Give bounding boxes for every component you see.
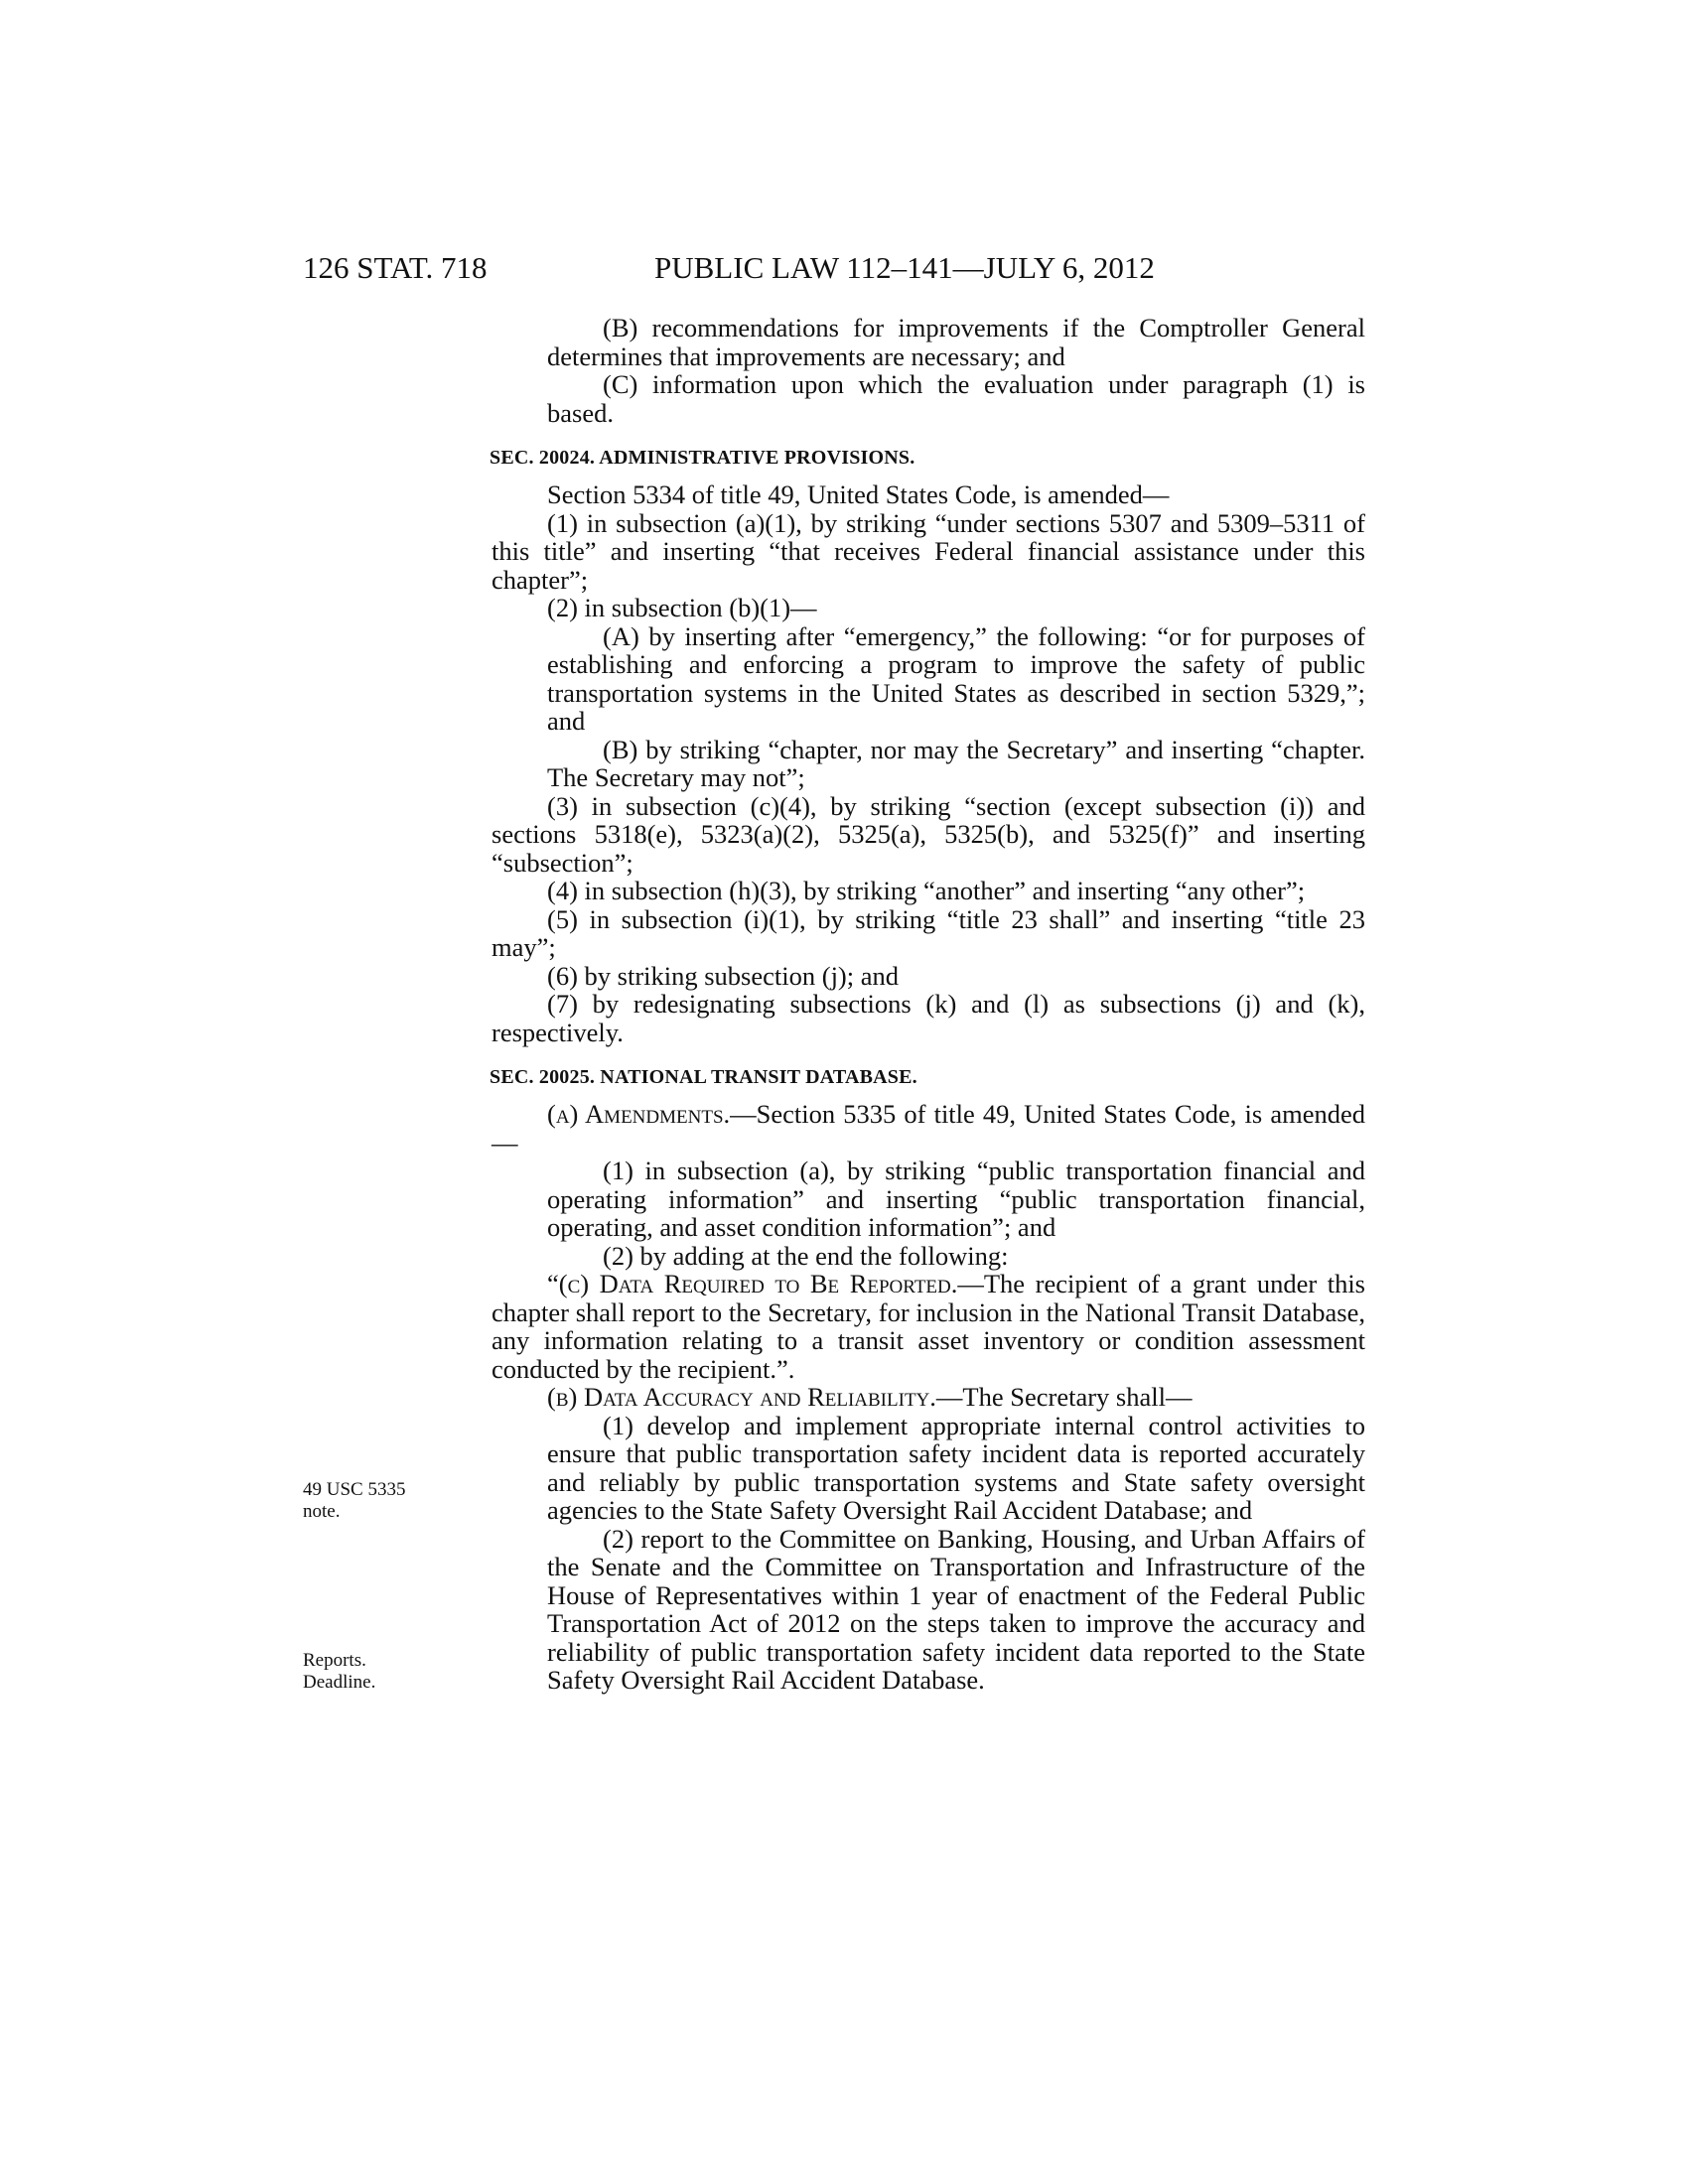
body-text [492,314,1365,1695]
margin-note-reports-deadline [303,1650,452,1694]
section-20024-intro: Section 5334 of title 49, United States Code, is amended— [547,479,1170,509]
section-20025-a-item-1: (1) in subsection (a), by striking “public transportation financial and operating information” and inserting “public transportation financial, operating, and asset condition information”; and [547,1156,1365,1242]
subsection-b-text: —The Secretary shall— [935,1382,1193,1412]
section-20025-subsection-b [492,1383,1365,1412]
law-title: PUBLIC LAW 112–141—JULY 6, 2012 [654,250,1155,285]
section-20024-item-7: (7) by redesignating subsections (k) and (l) as subsections (j) and (k), respectively. [492,989,1365,1047]
margin-note-usc [303,1479,452,1523]
margin-note-deadline: Deadline. [303,1672,376,1693]
section-20024-item-5: (5) in subsection (i)(1), by striking “title 23 shall” and inserting “title 23 may”; [492,903,1365,962]
stat-reference: 126 STAT. 718 [303,250,488,285]
section-20024-item-2a: (A) by inserting after “emergency,” the following: “or for purposes of establishing and enforcing a program to improve the safety of public transportation systems in the United States as described in section 5329,”; and [547,620,1365,736]
subsection-b-label: (b) Data Accuracy and Reliability. [547,1382,936,1412]
section-20024-heading: SEC. 20024. ADMINISTRATIVE PROVISIONS. [490,447,915,469]
section-20024-item-1: (1) in subsection (a)(1), by striking “under sections 5307 and 5309–5311 of this title” and inserting “that receives Federal financial assistance under this chapter”; [492,507,1365,595]
subsection-a-text: —Section 5335 of title 49, United States Code, is amended— [492,1099,1365,1158]
margin-note-reports: Reports. [303,1650,366,1671]
margin-note-usc-line-2: note. [303,1501,341,1522]
section-20024-item-4: (4) in subsection (h)(3), by striking “another” and inserting “any other”; [547,876,1306,905]
subsection-a-label: (a) Amendments. [547,1099,731,1129]
page-header [0,248,1688,288]
section-20024-item-2b: (B) by striking “chapter, nor may the Secretary” and inserting “chapter. The Secretary may not”; [547,734,1365,792]
subsection-c-label: “(c) Data Required to Be Reported. [547,1269,958,1298]
section-20024-item-3: (3) in subsection (c)(4), by striking “section (except subsection (i)) and sections 5318(e), 5323(a)(2), 5325(a), 5325(b), and 5325(f)” and inserting “subsection”; [492,790,1365,878]
paragraph-c-information: (C) information upon which the evaluation under paragraph (1) is based. [547,369,1365,428]
section-20025-heading: SEC. 20025. NATIONAL TRANSIT DATABASE. [490,1066,917,1088]
section-20025-inserted-subsection-c [492,1270,1365,1383]
margin-note-usc-line-1: 49 USC 5335 [303,1479,406,1500]
section-20024-item-6: (6) by striking subsection (j); and [547,960,900,991]
section-20025-b-item-1: (1) develop and implement appropriate internal control activities to ensure that public transportation safety incident data is reported accurately and reliably by public transportation systems and State safety oversight agencies to the State Safety Oversight Rail Accident Database; and [547,1410,1365,1525]
section-20025-a-item-2: (2) by adding at the end the following: [603,1240,1009,1271]
paragraph-b-recommendations: (B) recommendations for improvements if the Comptroller General determines that improvements are necessary; and [547,313,1365,371]
section-20025-subsection-a [492,1100,1365,1157]
section-20024-item-2: (2) in subsection (b)(1)— [547,593,817,622]
subsection-c-text: —The recipient of a grant under this chapter shall report to the Secretary, for inclusion in the National Transit Database, any information relating to a transit asset inventory or condition assessment conducted by the recipient.”. [492,1269,1365,1384]
section-20025-b-item-2: (2) report to the Committee on Banking, Housing, and Urban Affairs of the Senate and the Committee on Transportation and Infrastructure of the House of Representatives within 1 year of enactment of the Federal Public Transportation Act of 2012 on the steps taken to improve the accuracy and reliability of public transportation safety incident data reported to the State Safety Oversight Rail Accident Database. [547,1523,1365,1695]
